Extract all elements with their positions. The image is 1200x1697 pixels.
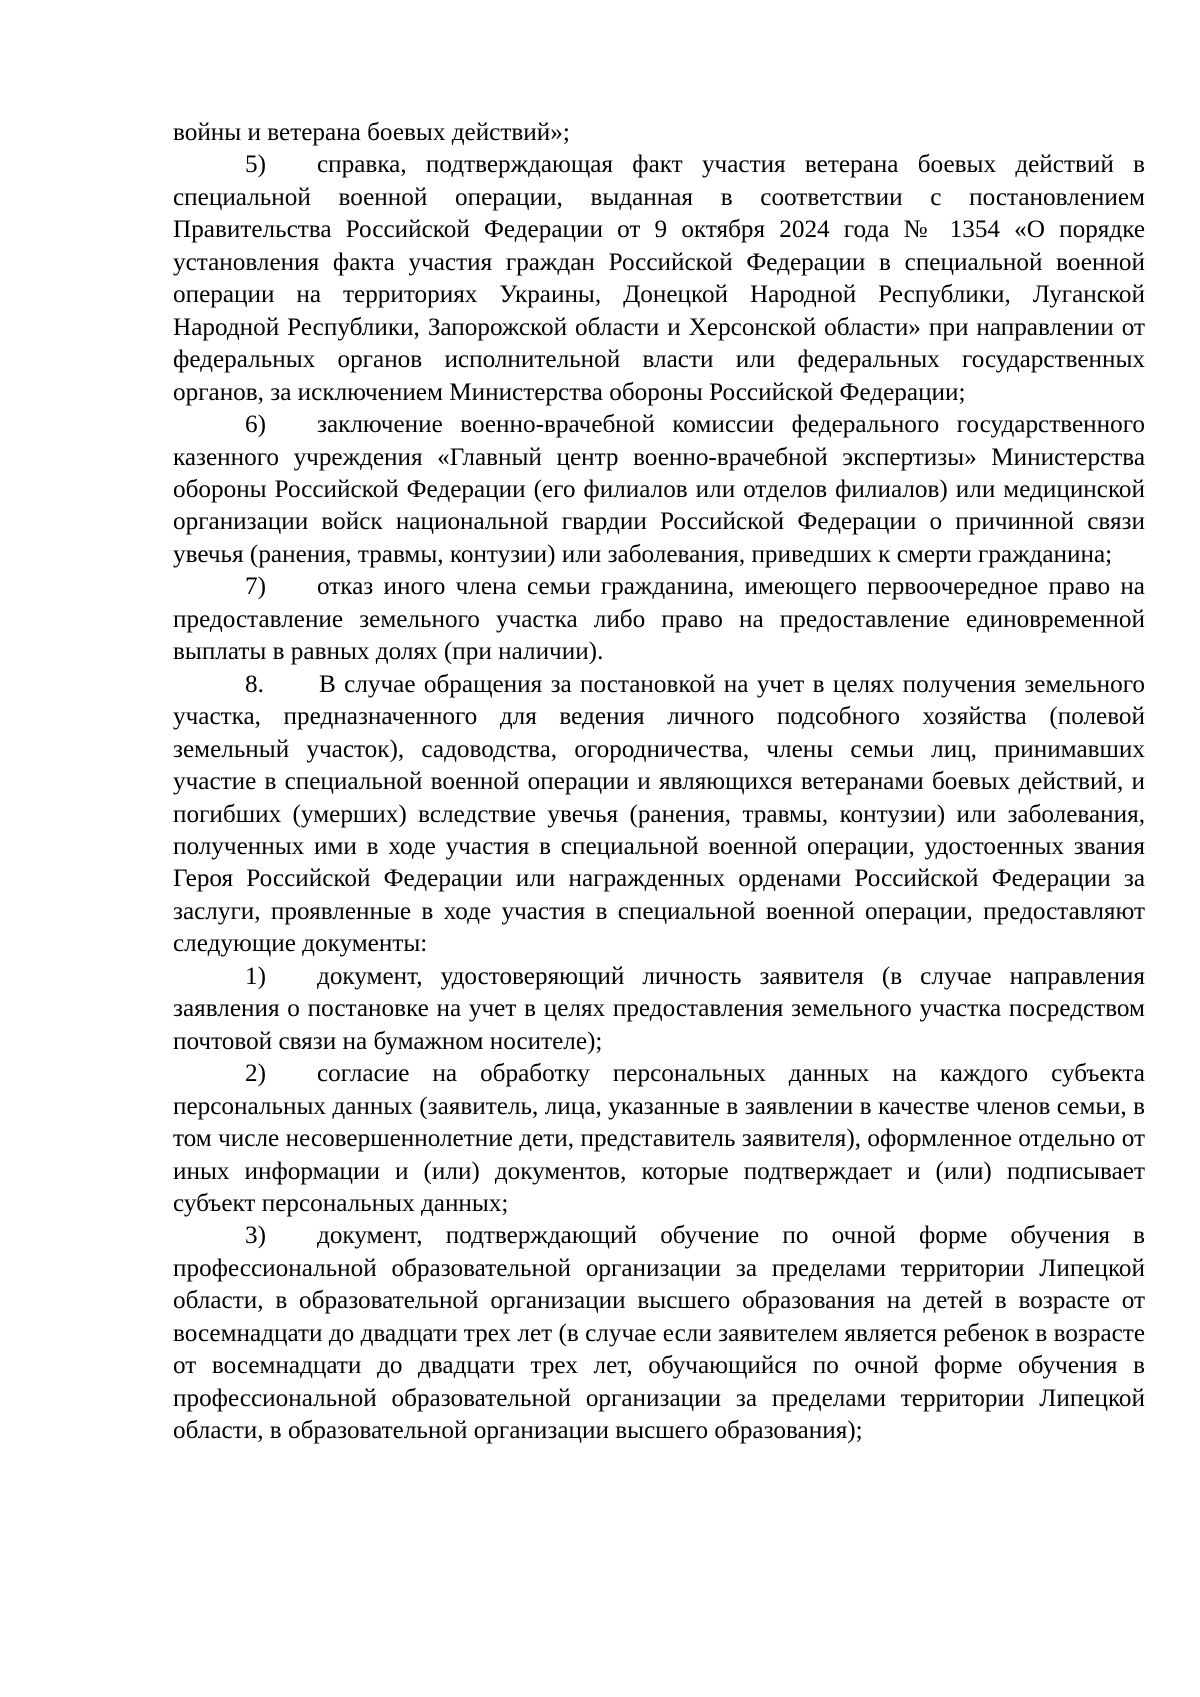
paragraph-text: справка, подтверждающая факт участия ветерана боевых действий в специальной военной операции, выданная в соответствии с постановлением Правительства Российской Федерации от 9 октября 2024 года № 1354 «О порядке установления факта участия граждан Российской Федерации в специальной военной операции на территориях Украины, Донецкой Народной Республики, Луганской Народной Республики, Запорожской области и Херсонской области» при направлении от федеральных органов исполнительной власти или федеральных государственных органов, за исключением Министерства обороны Российской Федерации;	[173, 151, 1145, 406]
paragraph-text: В случае обращения за постановкой на учет в целях получения земельного участка, предназначенного для ведения личного подсобного хозяйства (полевой земельный участок), садоводства, огородничества, члены семьи лиц, принимавших участие в специальной военной операции и являющихся ветеранами боевых действий, и погибших (умерших) вследствие увечья (ранения, травмы, контузии) или заболевания, полученных ими в ходе участия в специальной военной операции, удостоенных звания Героя Российской Федерации или награжденных орденами Российской Федерации за заслуги, проявленные в ходе участия в специальной военной операции, предоставляют следующие документы:	[173, 670, 1145, 958]
item-number: 7)	[245, 573, 266, 601]
paragraph-text: войны и ветерана боевых действий»;	[173, 119, 570, 146]
list-item-3	[173, 1220, 1145, 1447]
paragraph-continuation	[173, 117, 1145, 149]
item-number: 5)	[245, 151, 266, 179]
list-item-2	[173, 1058, 1145, 1220]
section-8	[173, 669, 1145, 961]
item-number: 2)	[245, 1060, 266, 1088]
document-page	[173, 117, 1145, 1448]
paragraph-text: документ, подтверждающий обучение по очной форме обучения в профессиональной образовательной организации за пределами территории Липецкой области, в образовательной организации высшего образования на детей в возрасте от восемнадцати до двадцати трех лет (в случае если заявителем является ребенок в возрасте от восемнадцати до двадцати трех лет, обучающийся по очной форме обучения в профессиональной образовательной организации за пределами территории Липецкой области, в образовательной организации высшего образования);	[173, 1222, 1145, 1445]
list-item-7	[173, 571, 1145, 668]
paragraph-text: согласие на обработку персональных данных на каждого субъекта персональных данных (заявитель, лица, указанные в заявлении в качестве членов семьи, в том числе несовершеннолетние дети, представитель заявителя), оформленное отдельно от иных информации и (или) документов, которые подтверждает и (или) подписывает субъект персональных данных;	[173, 1060, 1145, 1217]
section-number: 8.	[245, 670, 264, 698]
list-item-6	[173, 409, 1145, 571]
list-item-5	[173, 149, 1145, 409]
paragraph-text: заключение военно-врачебной комиссии федерального государственного казенного учреждения «Главный центр военно-врачебной экспертизы» Министерства обороны Российской Федерации (его филиалов или отделов филиалов) или медицинской организации войск национальной гвардии Российской Федерации о причинной связи увечья (ранения, травмы, контузии) или заболевания, приведших к смерти гражданина;	[173, 411, 1145, 568]
paragraph-text: документ, удостоверяющий личность заявителя (в случае направления заявления о постановке на учет в целях предоставления земельного участка посредством почтовой связи на бумажном носителе);	[173, 962, 1145, 1055]
paragraph-text: отказ иного члена семьи гражданина, имеющего первоочередное право на предоставление земельного участка либо право на предоставление единовременной выплаты в равных долях (при наличии).	[173, 573, 1145, 666]
item-number: 1)	[245, 962, 266, 990]
item-number: 6)	[245, 411, 266, 439]
item-number: 3)	[245, 1222, 266, 1250]
list-item-1	[173, 961, 1145, 1058]
